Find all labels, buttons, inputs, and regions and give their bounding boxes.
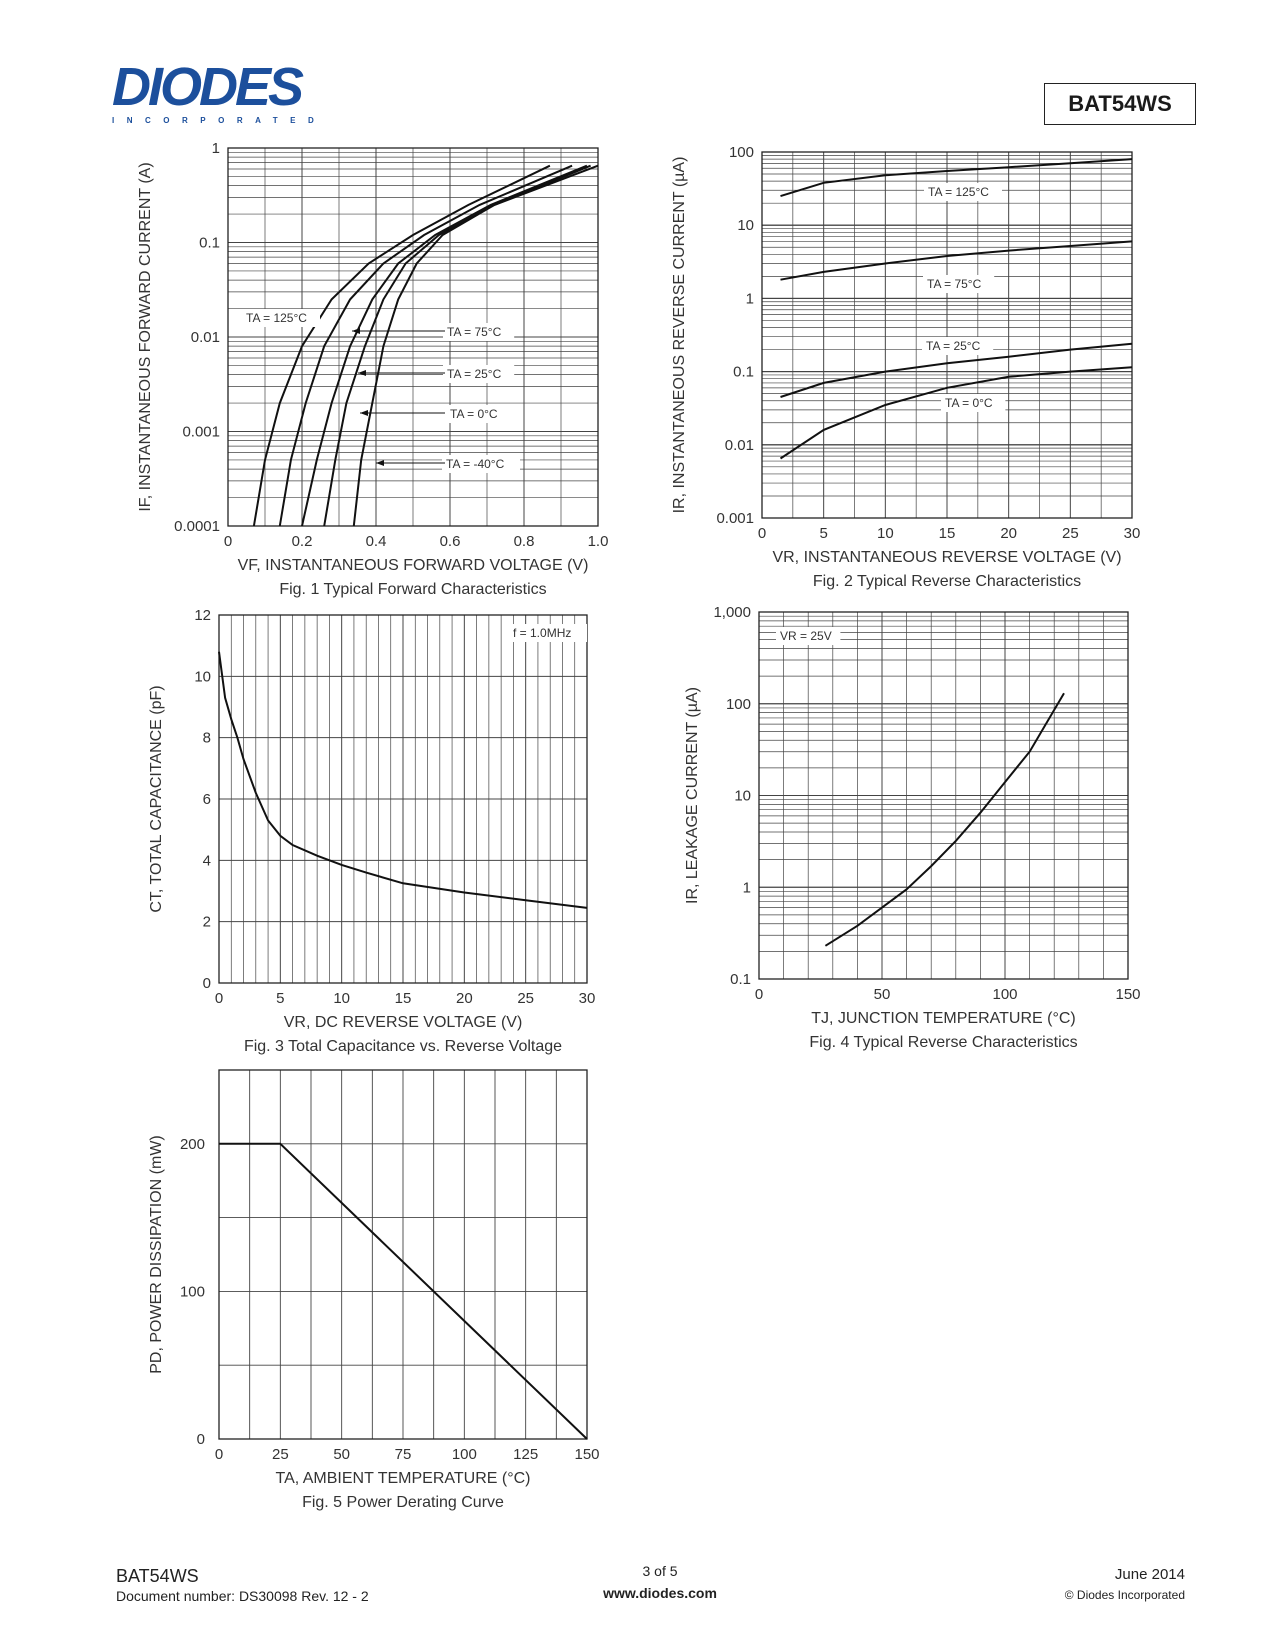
fig4-ytick-label: 1 (742, 879, 751, 897)
fig1-ytick-label: 0.001 (182, 423, 220, 441)
fig1-ytick-label: 0.1 (199, 234, 220, 252)
fig5-ytick-label: 0 (196, 1431, 205, 1448)
fig4-xtick-label: 150 (1115, 986, 1141, 1003)
fig1-ytick-label: 0.0001 (174, 518, 220, 535)
footer-website[interactable]: www.diodes.com (603, 1585, 717, 1601)
fig1-arrowhead-2 (360, 410, 368, 416)
fig3-ylabel: CT, TOTAL CAPACITANCE (pF) (148, 685, 165, 913)
logo-wordmark: DIODES (112, 57, 302, 117)
fig4-ylabel: IR, LEAKAGE CURRENT (µA) (684, 687, 701, 904)
footer-date: June 2014 (1114, 1566, 1185, 1583)
fig2-xtick-label: 15 (938, 525, 956, 542)
fig1-series-label-4: TA = -40°C (446, 457, 505, 471)
fig5-xtick-label: 25 (271, 1446, 289, 1463)
fig2-xtick-label: 25 (1061, 525, 1079, 542)
fig3-ytick-label: 12 (194, 607, 211, 624)
footer-copyright: © Diodes Incorporated (1064, 1588, 1185, 1602)
fig1-ytick-label: 0.01 (190, 329, 220, 346)
fig4-annotation: VR = 25V (780, 629, 832, 643)
fig3-annotation: f = 1.0MHz (513, 626, 572, 640)
fig3-xtick-label: 5 (276, 990, 285, 1007)
fig1-xtick-label: 0.4 (365, 533, 387, 550)
footer-doc-number: Document number: DS30098 Rev. 12 - 2 (116, 1588, 369, 1604)
fig4-ytick-label: 0.1 (730, 971, 751, 988)
fig5-xtick-label: 50 (333, 1446, 351, 1463)
fig2-xtick-label: 0 (757, 525, 767, 542)
fig3-ytick-label: 6 (202, 791, 211, 808)
fig3-xtick-label: 0 (214, 990, 224, 1007)
fig3-xtick-label: 10 (333, 990, 351, 1007)
fig1-arrowhead-1 (358, 370, 366, 376)
logo-subtitle: INCORPORATED (112, 116, 327, 125)
fig3-xtick-label: 30 (578, 990, 596, 1007)
fig5-ytick-label: 200 (179, 1135, 205, 1153)
fig1-series-label-1: TA = 75°C (447, 325, 502, 339)
fig2-series-label-0: TA = 125°C (928, 185, 989, 199)
fig3-caption: Fig. 3 Total Capacitance vs. Reverse Voltage (243, 1038, 563, 1055)
fig1-ytick-label: 1 (211, 140, 220, 157)
fig4-ytick-label: 100 (725, 695, 751, 713)
fig1-xtick-label: 0.8 (513, 533, 535, 550)
fig1-xlabel: VF, INSTANTANEOUS FORWARD VOLTAGE (V) (237, 557, 589, 574)
fig2-xtick-label: 10 (876, 525, 894, 542)
fig2-ytick-label: 100 (728, 144, 754, 161)
fig1-xtick-label: 0.6 (439, 533, 461, 550)
fig5-caption: Fig. 5 Power Derating Curve (302, 1494, 504, 1511)
fig3-xtick-label: 15 (394, 990, 412, 1007)
fig2-xtick-label: 20 (1000, 525, 1018, 542)
fig2-ytick-label: 0.001 (716, 510, 754, 527)
fig2-caption: Fig. 2 Typical Reverse Characteristics (812, 573, 1082, 590)
fig3-ytick-label: 8 (202, 729, 211, 747)
fig5-xlabel: TA, AMBIENT TEMPERATURE (°C) (275, 1470, 531, 1487)
fig3-ytick-label: 4 (202, 852, 211, 870)
fig5-xtick-label: 100 (451, 1446, 477, 1463)
fig5-ylabel: PD, POWER DISSIPATION (mW) (148, 1135, 165, 1374)
fig1-arrowhead-3 (376, 460, 384, 466)
fig4-xtick-label: 50 (873, 986, 891, 1003)
fig2-xtick-label: 30 (1123, 525, 1141, 542)
fig4-xtick-label: 100 (992, 986, 1018, 1003)
fig2-ytick-label: 0.1 (733, 363, 754, 381)
fig3-ytick-label: 0 (202, 975, 211, 992)
fig1-series-label-0: TA = 125°C (246, 311, 307, 325)
fig5-xtick-label: 0 (214, 1446, 224, 1463)
fig4-ytick-label: 1,000 (713, 604, 751, 621)
fig2-ytick-label: 10 (737, 217, 754, 235)
fig2-ytick-label: 1 (745, 290, 754, 308)
fig3-ytick-label: 2 (202, 913, 211, 931)
fig5-xtick-label: 125 (513, 1446, 539, 1463)
fig4-caption: Fig. 4 Typical Reverse Characteristics (809, 1034, 1078, 1051)
fig1-xtick-label: 1.0 (587, 533, 609, 550)
fig3-ytick-label: 10 (194, 668, 211, 686)
fig2-series-label-2: TA = 25°C (926, 339, 981, 353)
fig1-xtick-label: 0 (223, 533, 233, 550)
fig4-ytick-label: 10 (734, 787, 751, 805)
fig1-series-label-3: TA = 0°C (450, 407, 498, 421)
fig3-xtick-label: 20 (455, 990, 473, 1007)
fig1-caption: Fig. 1 Typical Forward Characteristics (279, 581, 547, 598)
fig2-xlabel: VR, INSTANTANEOUS REVERSE VOLTAGE (V) (772, 549, 1122, 566)
fig4-xlabel: TJ, JUNCTION TEMPERATURE (°C) (811, 1010, 1076, 1027)
fig5-ytick-label: 100 (179, 1283, 205, 1301)
fig4-xtick-label: 0 (754, 986, 764, 1003)
fig3-xtick-label: 25 (517, 990, 535, 1007)
fig1-series-label-2: TA = 25°C (447, 367, 502, 381)
fig5-xtick-label: 75 (394, 1446, 412, 1463)
fig1-xtick-label: 0.2 (291, 533, 313, 550)
part-number-box: BAT54WS (1044, 83, 1196, 125)
footer-page: 3 of 5 (642, 1563, 678, 1579)
fig2-series-label-3: TA = 0°C (945, 396, 993, 410)
fig2-ylabel: IR, INSTANTANEOUS REVERSE CURRENT (µA) (671, 156, 688, 514)
fig2-ytick-label: 0.01 (724, 436, 754, 454)
fig3-xlabel: VR, DC REVERSE VOLTAGE (V) (283, 1014, 523, 1031)
fig5-xtick-label: 150 (574, 1446, 600, 1463)
footer-part: BAT54WS (116, 1566, 199, 1586)
fig2-series-label-1: TA = 75°C (927, 277, 982, 291)
fig1-ylabel: IF, INSTANTANEOUS FORWARD CURRENT (A) (137, 162, 154, 512)
fig2-xtick-label: 5 (819, 525, 828, 542)
